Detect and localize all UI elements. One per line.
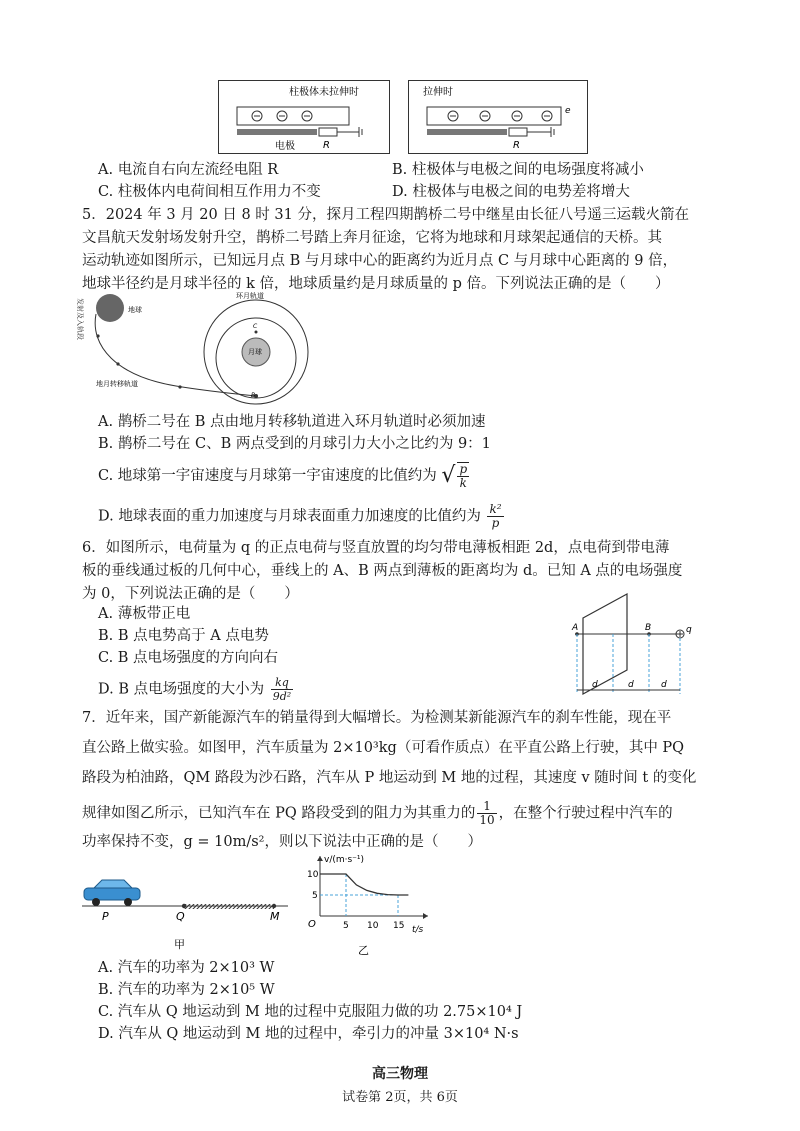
point-b-label: B [645,623,652,633]
q5-option-c[interactable]: C. 地球第一宇宙速度与月球第一宇宙速度的比值约为 √ $\frac{p}{k}$ [98,462,468,490]
q4-option-b[interactable]: B. 柱极体与电极之间的电场强度将减小 [392,162,644,178]
point-a-label: A [572,623,579,633]
q6-stem-line-2: 板的垂线通过板的几何中心，垂线上的 A、B 两点到薄板的距离均为 d。已知 A 点的电场强度 [82,563,683,579]
q5-stem-line-4: 地球半径约是月球半径的 k 倍，地球质量约是月球质量的 p 倍。下列说法正确的是（ ） [82,276,670,292]
q7-road-figure [80,862,290,954]
q6-plate-figure [565,590,705,702]
point-q-label: Q [176,910,185,923]
q5-option-c-text: C. 地球第一宇宙速度与月球第一宇宙速度的比值约为 [98,468,437,484]
stretched-bar [427,107,561,125]
car-icon [84,880,140,906]
earth [96,294,124,322]
q5-stem-line-3: 运动轨迹如图所示，已知远月点 B 与月球中心的距离约为近月点 C 与月球中心距离的 9 倍， [82,253,678,269]
q6-d-numerator: kq [271,676,293,690]
q7-option-d[interactable]: D. 汽车从 Q 地运动到 M 地的过程中，牵引力的冲量 3×10⁴ N·s [98,1026,519,1042]
figure-yi-caption: 乙 [358,944,369,957]
svg-text:R: R [513,140,520,151]
q7-stem-line-5: 功率保持不变，g = 10m/s²，则以下说法中正确的是（ ） [82,834,482,850]
q7-stem-line-3: 路段为柏油路，QM 路段为沙石路，汽车从 P 地运动到 M 地的过程，其速度 v 随时间 t 的变化 [82,770,697,786]
footer-subject: 高三物理 [372,1066,428,1082]
q7-fraction-denominator: 10 [479,813,495,827]
q6-option-b[interactable]: B. B 点电势高于 A 点电势 [98,628,269,644]
q5-c-denominator: k [459,476,467,490]
q7-option-a[interactable]: A. 汽车的功率为 2×10³ W [98,960,275,976]
y-tick-label-5: 5 [312,891,318,901]
q4-option-a[interactable]: A. 电流自右向左流经电阻 R [98,162,279,178]
q6-option-d[interactable] [98,676,295,703]
q4-option-c[interactable]: C. 柱极体内电荷间相互作用力不变 [98,184,321,200]
q7-option-b[interactable]: B. 汽车的功率为 2×10⁵ W [98,982,275,998]
q6-stem-line-3: 为 0，下列说法正确的是（ ） [82,586,299,602]
q6-option-c[interactable]: C. B 点电场强度的方向向右 [98,650,279,666]
q7-stem-line-2: 直公路上做实验。如图甲，汽车质量为 2×10³kg（可看作质点）在平直公路上行驶，其中 PQ [82,740,685,756]
launch-label [76,298,85,340]
q6-stem-line-1: 6．如图所示，电荷量为 q 的正点电荷与竖直放置的均匀带电薄板相距 2d，点电荷到带电薄 [82,540,670,556]
velocity-curve [320,874,408,895]
electron-label: e [565,106,571,116]
footer-page-number: 试卷第 2页，共 6页 [342,1090,458,1105]
q4-figure-right [408,80,588,154]
q5-option-b[interactable]: B. 鹊桥二号在 C、B 两点受到的月球引力大小之比约为 9：1 [98,436,491,452]
moon-label: 月球 [248,348,262,356]
q5-c-numerator: p [459,462,468,476]
charged-plate [583,594,627,694]
x-tick-label-15: 15 [393,921,405,931]
resistor [319,128,337,136]
x-tick-label-10: 10 [367,921,379,931]
electret-stretched-diagram [409,81,587,153]
resistor-label: R [323,140,330,151]
q4-option-d[interactable]: D. 柱极体与电极之间的电势差将增大 [392,184,630,200]
point-b-label: B [251,392,256,399]
electrode-plate [237,129,317,135]
q5-option-a[interactable]: A. 鹊桥二号在 B 点由地月转移轨道进入环月轨道时必须加速 [98,414,486,430]
svg-text:d: d [661,680,667,690]
q7-option-c[interactable]: C. 汽车从 Q 地运动到 M 地的过程中克服阻力做的功 2.75×10⁴ J [98,1004,523,1020]
fig-left-title: 柱极体未拉伸时 [289,87,359,98]
svg-text:发射及入轨段: 发射及入轨段 [76,298,84,340]
q5-d-denominator: p [491,516,500,530]
q5-d-numerator: k² [489,502,502,516]
q7-stem-line-1: 7．近年来，国产新能源汽车的销量得到大幅增长。为检测某新能源汽车的刹车性能，现在平 [82,710,672,726]
q5-stem-line-1: 5．2024 年 3 月 20 日 8 时 31 分，探月工程四期鹊桥二号中继星由长征八号遥三运载火箭在 [82,207,689,223]
svg-text:d: d [628,680,634,690]
q5-option-d-text: D. 地球表面的重力加速度与月球表面重力加速度的比值约为 [98,508,481,525]
v-axis-label: v/(m·s⁻¹) [324,855,365,865]
lunar-orbit-label: 环月轨道 [236,292,264,300]
q6-d-denominator: 9d² [272,690,292,703]
point-c-label: C [253,323,258,330]
q6-option-a[interactable]: A. 薄板带正电 [98,606,191,622]
t-axis-label: t/s [412,925,424,935]
fig-right-title: 拉伸时 [423,87,453,98]
svg-text:d: d [592,680,598,690]
q7-stem-line-4: 规律如图乙所示，已知汽车在 PQ 路段受到的阻力为其重力的 $\frac{1}{10}$ ，在整个行驶过程中汽车的 [82,799,673,827]
x-tick-label-5: 5 [343,921,349,931]
q5-option-d[interactable] [98,503,506,530]
earth-label: 地球 [128,306,142,314]
q5-orbit-figure [76,286,336,408]
transfer-orbit-label: 地月转移轨道 [96,380,138,388]
q5-stem-line-2: 文昌航天发射场发射升空，鹊桥二号踏上奔月征途，它将为地球和月球架起通信的天桥。其 [82,230,662,246]
point-p-label: P [102,910,109,923]
electret-unstretched-diagram [219,81,389,153]
q7-fraction-numerator: 1 [477,800,496,814]
point-m-label: M [270,910,280,923]
q6-option-d-text: D. B 点电场强度的大小为 [98,681,265,698]
figure-jia-caption: 甲 [174,938,185,951]
electret-bar [237,107,349,125]
q4-figure-left [218,80,390,154]
gravel-section [184,904,274,909]
y-tick-label-10: 10 [307,870,319,880]
origin-label: O [308,919,316,930]
q7-vt-chart [300,850,440,962]
charge-label: q [686,625,692,635]
electrode-label: 电极 [275,141,295,152]
